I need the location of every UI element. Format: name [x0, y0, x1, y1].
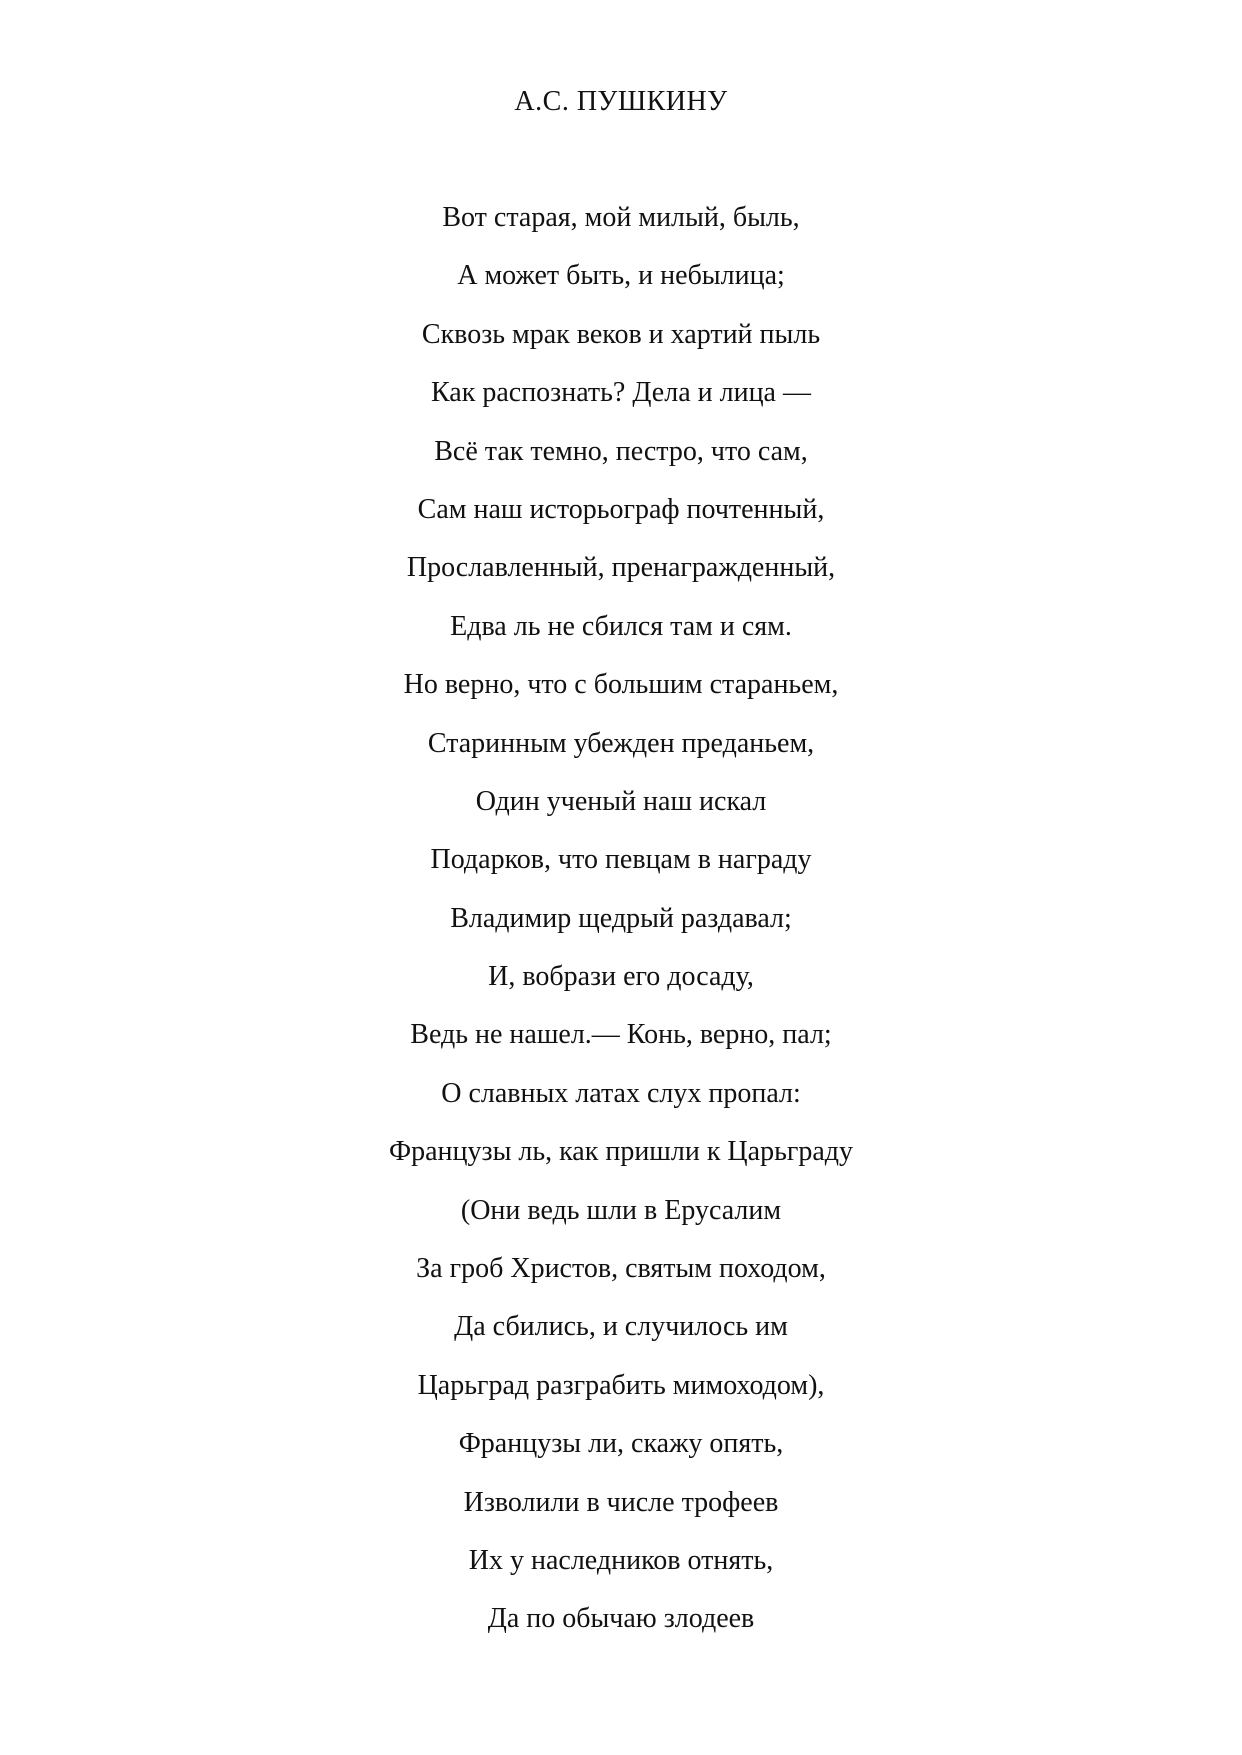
poem-line: Царьград разграбить мимоходом),: [417, 1369, 825, 1401]
poem-line: Их у наследников отнять,: [468, 1544, 774, 1576]
poem-body: [0, 200, 1242, 1660]
poem-line: Всё так темно, пестро, что сам,: [434, 435, 808, 467]
poem-line: За гроб Христов, святым походом,: [416, 1253, 826, 1285]
poem-line: О славных латах слух пропал:: [441, 1077, 801, 1109]
poem-line: Да сбились, и случилось им: [454, 1311, 788, 1343]
poem-line: Подарков, что певцам в награду: [430, 844, 812, 876]
poem-line: И, вобрази его досаду,: [488, 961, 754, 993]
poem-line: Старинным убежден преданьем,: [427, 727, 815, 759]
poem-line: (Они ведь шли в Ерусалим: [460, 1194, 782, 1226]
poem-line: Как распознать? Дела и лица —: [431, 377, 811, 409]
poem-title: А.С. ПУШКИНУ: [514, 86, 728, 117]
poem-line: Изволили в числе трофеев: [463, 1486, 779, 1518]
poem-line: Французы ль, как пришли к Царьграду: [388, 1136, 853, 1168]
poem-line: Один ученый наш искал: [475, 785, 767, 817]
poem-line: Ведь не нашел.— Конь, верно, пал;: [410, 1019, 832, 1051]
poem-line: Едва ль не сбился там и сям.: [450, 610, 792, 642]
poem-line: Прославленный, пренагражденный,: [406, 552, 836, 584]
poem-line: Вот старая, мой милый, быль,: [442, 202, 800, 233]
poem-line: Владимир щедрый раздавал;: [450, 902, 792, 934]
poem-line: Но верно, что с большим стараньем,: [403, 669, 839, 701]
poem-line: Сквозь мрак веков и хартий пыль: [421, 318, 821, 350]
poem-line: Сам наш исторьограф почтенный,: [417, 493, 825, 525]
poem-line: А может быть, и небылица;: [457, 260, 785, 292]
poem-line: Французы ли, скажу опять,: [458, 1428, 784, 1460]
poem-line: Да по обычаю злодеев: [487, 1603, 755, 1635]
